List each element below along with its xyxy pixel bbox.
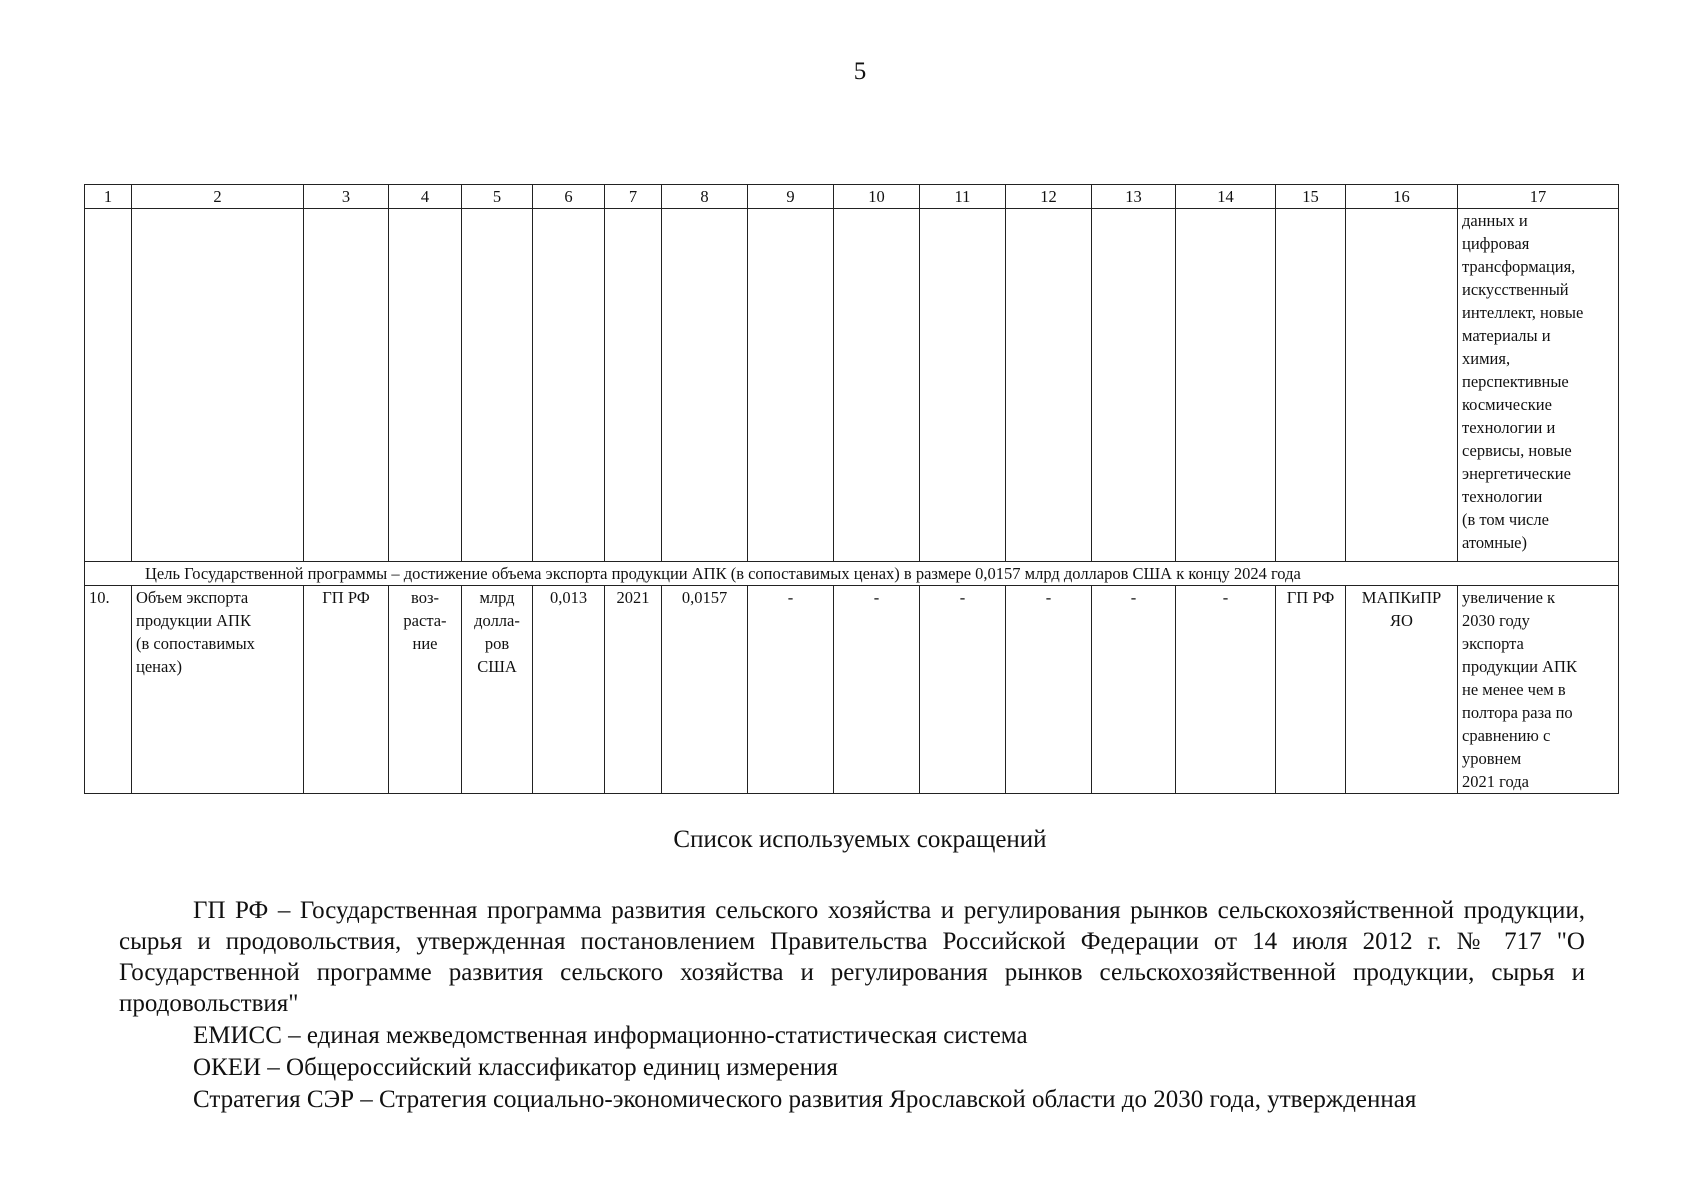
table-cell	[304, 209, 389, 562]
table-row-10	[85, 586, 1619, 794]
abbreviation-gp-rf: ГП РФ – Государственная программа развития сельского хозяйства и регулирования рынков сельскохозяйственной продукции, сырья и продовольствия, утвержденная постановлением Правительства Российской Федерации от 14 июля 2012 г. № 717 "О Государственной программе развития сельского хозяйства и регулирования рынков сельскохозяйственной продукции, сырья и продовольствия"	[119, 897, 1585, 1017]
table-cell: ГП РФ	[304, 586, 389, 794]
value-cell: -	[1176, 586, 1276, 794]
value-cell: -	[920, 586, 1006, 794]
goal-row	[85, 562, 1619, 586]
row-number: 10.	[85, 586, 132, 794]
table-cell-col17: данных и цифровая трансформация, искусственный интеллект, новые материалы и химия, перспективные космические технологии и сервисы, новые энергетические технологии (в том числе атомные)	[1458, 209, 1619, 562]
table-cell	[748, 209, 834, 562]
indicator-name: Объем экспорта продукции АПК (в сопоставимых ценах)	[132, 586, 304, 794]
header-cell: 1	[85, 185, 132, 209]
table-cell: ГП РФ	[1276, 586, 1346, 794]
base-year: 2021	[605, 586, 662, 794]
unit-cell: млрд долла- ров США	[462, 586, 533, 794]
table-cell	[85, 209, 132, 562]
responsible-cell: МАПКиПР ЯО	[1346, 586, 1458, 794]
table-cell	[1346, 209, 1458, 562]
page-number: 5	[853, 58, 867, 85]
value-cell: -	[748, 586, 834, 794]
table-cell	[834, 209, 920, 562]
table-cell	[462, 209, 533, 562]
value-cell: -	[834, 586, 920, 794]
goal-cell: Цель Государственной программы – достижение объема экспорта продукции АПК (в сопоставимых ценах) в размере 0,0157 млрд долларов США к концу 2024 года	[85, 562, 1619, 586]
header-cell: 7	[605, 185, 662, 209]
header-cell: 16	[1346, 185, 1458, 209]
table-cell	[662, 209, 748, 562]
header-cell: 14	[1176, 185, 1276, 209]
header-cell: 8	[662, 185, 748, 209]
abbreviation-emiss: ЕМИСС – единая межведомственная информационно-статистическая система	[193, 1022, 1028, 1049]
header-cell: 4	[389, 185, 462, 209]
header-cell: 12	[1006, 185, 1092, 209]
header-cell: 3	[304, 185, 389, 209]
abbreviation-strategy: Стратегия СЭР – Стратегия социально-экономического развития Ярославской области до 2030 года, утвержденная	[193, 1086, 1417, 1113]
table-cell	[533, 209, 605, 562]
table-row-continuation	[85, 209, 1619, 562]
table-header-row	[85, 185, 1619, 209]
table-cell	[1092, 209, 1176, 562]
header-cell: 6	[533, 185, 605, 209]
table-cell	[389, 209, 462, 562]
header-cell: 17	[1458, 185, 1619, 209]
indicators-table	[84, 184, 1619, 794]
abbreviation-okei: ОКЕИ – Общероссийский классификатор единиц измерения	[193, 1054, 838, 1081]
value-cell: 0,0157	[662, 586, 748, 794]
header-cell: 13	[1092, 185, 1176, 209]
table-cell	[1276, 209, 1346, 562]
table-cell	[1006, 209, 1092, 562]
table-cell	[920, 209, 1006, 562]
value-cell: -	[1092, 586, 1176, 794]
table-cell	[132, 209, 304, 562]
table-cell: воз- раста- ние	[389, 586, 462, 794]
base-value: 0,013	[533, 586, 605, 794]
section-title: Список используемых сокращений	[673, 826, 1047, 853]
header-cell: 15	[1276, 185, 1346, 209]
header-cell: 11	[920, 185, 1006, 209]
header-cell: 9	[748, 185, 834, 209]
header-cell: 2	[132, 185, 304, 209]
table-cell-col17: увеличение к 2030 году экспорта продукции АПК не менее чем в полтора раза по сравнению с уровнем 2021 года	[1458, 586, 1619, 794]
table-cell	[605, 209, 662, 562]
header-cell: 5	[462, 185, 533, 209]
table-cell	[1176, 209, 1276, 562]
value-cell: -	[1006, 586, 1092, 794]
header-cell: 10	[834, 185, 920, 209]
